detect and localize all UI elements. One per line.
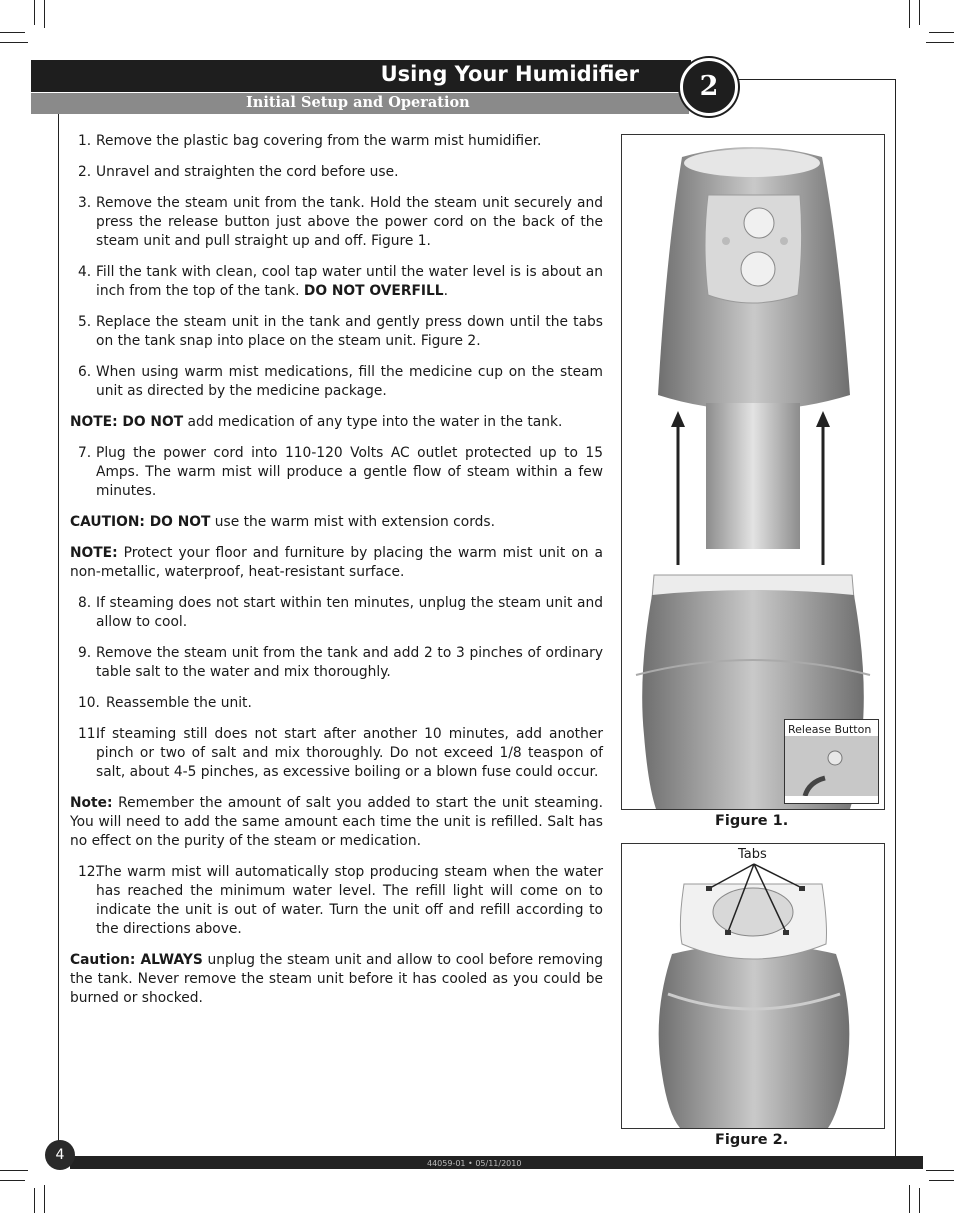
warning-text: DO NOT OVERFILL xyxy=(303,283,444,299)
step-11 xyxy=(70,725,603,782)
step-text: If steaming does not start within ten minutes, unplug the steam unit and allow to cool. xyxy=(96,595,603,630)
crop-mark xyxy=(0,1170,28,1171)
tank xyxy=(659,944,850,1128)
step-8 xyxy=(70,594,603,632)
crop-mark xyxy=(0,32,25,33)
tank-tabs-illustration xyxy=(622,844,884,1128)
crop-mark xyxy=(926,1170,954,1171)
step-text: When using warm mist medications, fill the medicine cup on the steam unit as directed by the medicine package. xyxy=(96,364,603,399)
figure-1-caption: Figure 1. xyxy=(715,813,789,829)
step-3 xyxy=(70,194,603,251)
note-label: NOTE: DO NOT xyxy=(70,414,184,430)
crop-mark xyxy=(926,42,954,43)
crop-mark xyxy=(44,0,45,28)
crop-mark xyxy=(34,1188,35,1213)
power-knob xyxy=(744,208,774,238)
step-number: 9. xyxy=(78,645,92,661)
step-4 xyxy=(70,263,603,301)
crop-mark xyxy=(929,1180,954,1181)
step-number: 1. xyxy=(78,133,92,149)
note-salt xyxy=(70,794,603,851)
caution-text: use the warm mist with extension cords. xyxy=(210,514,495,530)
document-code: 44059-01 • 05/11/2010 xyxy=(427,1159,522,1168)
caution-label: Caution: ALWAYS xyxy=(70,952,203,968)
crop-mark xyxy=(0,1180,25,1181)
tank-opening xyxy=(713,888,793,936)
step-number: 12. xyxy=(78,864,100,880)
step-12 xyxy=(70,863,603,939)
steam-stem xyxy=(706,403,800,549)
section-subtitle: Initial Setup and Operation xyxy=(246,94,470,111)
step-text: Unravel and straighten the cord before use. xyxy=(96,164,399,180)
figure-2 xyxy=(621,843,885,1129)
arrow-head-right xyxy=(816,411,830,427)
step-text: Replace the steam unit in the tank and gently press down until the tabs on the tank snap into place on the steam unit. Figure 2. xyxy=(96,314,603,349)
caution-label: CAUTION: DO NOT xyxy=(70,514,211,530)
note-text: add medication of any type into the water in the tank. xyxy=(183,414,563,430)
step-number: 6. xyxy=(78,364,92,380)
tabs-label: Tabs xyxy=(738,847,767,862)
top-frame-line xyxy=(736,79,896,80)
step-2 xyxy=(70,163,603,182)
step-5 xyxy=(70,313,603,351)
footer-end-block xyxy=(916,1156,923,1169)
instructions-content xyxy=(70,132,603,1020)
step-7 xyxy=(70,444,603,501)
tab-marker xyxy=(706,886,712,891)
step-number: 2. xyxy=(78,164,92,180)
release-button-inset xyxy=(784,719,879,804)
crop-mark xyxy=(909,0,910,28)
step-number: 4. xyxy=(78,264,92,280)
step-text: Plug the power cord into 110-120 Volts AC outlet protected up to 15 Amps. The warm mist will produce a gentle flow of steam within a few minutes. xyxy=(96,445,603,499)
note-label: Note: xyxy=(70,795,113,811)
step-6 xyxy=(70,363,603,401)
crop-mark xyxy=(0,42,28,43)
page-title: Using Your Humidifier xyxy=(380,62,639,86)
step-text: Remove the plastic bag covering from the warm mist humidifier. xyxy=(96,133,542,149)
inset-label: Release Button xyxy=(788,723,872,736)
humidifier-exploded-illustration xyxy=(622,135,884,809)
step-text: Remove the steam unit from the tank and add 2 to 3 pinches of ordinary table salt to the water and mix thoroughly. xyxy=(96,645,603,680)
caution-unplug xyxy=(70,951,603,1008)
header-bar xyxy=(31,60,691,92)
step-number: 10. xyxy=(78,695,100,711)
step-number: 11. xyxy=(78,726,100,742)
step-text-end: . xyxy=(443,283,448,299)
step-9 xyxy=(70,644,603,682)
left-frame-line xyxy=(58,114,59,1154)
crop-mark xyxy=(919,1188,920,1213)
note-text: Remember the amount of salt you added to start the unit steaming. You will need to add the same amount each time the unit is refilled. Salt has no effect on the purity of the steam or medication. xyxy=(70,795,603,849)
step-number: 8. xyxy=(78,595,92,611)
step-text: Reassemble the unit. xyxy=(106,695,252,711)
step-number: 5. xyxy=(78,314,92,330)
note-medication xyxy=(70,413,603,432)
right-frame-line xyxy=(895,79,896,1156)
note-label: NOTE: xyxy=(70,545,118,561)
step-text: Fill the tank with clean, cool tap water until the water level is is about an inch from the top of the tank. xyxy=(96,264,603,299)
figure-2-caption: Figure 2. xyxy=(715,1132,789,1148)
step-1 xyxy=(70,132,603,151)
note-text: Protect your floor and furniture by placing the warm mist unit on a non-metallic, waterproof, heat-resistant surface. xyxy=(70,545,603,580)
note-surface xyxy=(70,544,603,582)
section-number-badge: 2 xyxy=(680,58,738,116)
crop-mark xyxy=(34,0,35,25)
subheader-bar xyxy=(31,93,689,114)
step-number: 3. xyxy=(78,195,92,211)
caution-extension-cords xyxy=(70,513,603,532)
crop-mark xyxy=(909,1185,910,1213)
step-number: 7. xyxy=(78,445,92,461)
crop-mark xyxy=(919,0,920,25)
humidity-knob xyxy=(741,252,775,286)
release-button-closeup xyxy=(785,736,878,796)
tab-marker xyxy=(799,886,805,891)
tab-marker xyxy=(783,930,789,935)
step-10 xyxy=(70,694,603,713)
crop-mark xyxy=(44,1185,45,1213)
step-text: The warm mist will automatically stop producing steam when the water has reached the minimum water level. The refill light will come on to indicate the unit is out of water. Turn the unit off and refill according to the directions above. xyxy=(96,864,603,937)
figure-1 xyxy=(621,134,885,810)
step-text: Remove the steam unit from the tank. Hold the steam unit securely and press the release button just above the power cord on the back of the steam unit and pull straight up and off. Figure 1. xyxy=(96,195,603,249)
tab-marker xyxy=(725,930,731,935)
step-text: If steaming still does not start after another 10 minutes, add another pinch or two of salt and mix thoroughly. Do not exceed 1/8 teaspon of salt, about 4-5 pinches, as excessive boiling or a blown fuse could occur. xyxy=(96,726,603,780)
caution-text: unplug the steam unit and allow to cool before removing the tank. Never remove the steam unit before it has cooled as you could be burned or shocked. xyxy=(70,952,603,1006)
page-number: 4 xyxy=(45,1140,75,1170)
crop-mark xyxy=(929,32,954,33)
arrow-head-left xyxy=(671,411,685,427)
